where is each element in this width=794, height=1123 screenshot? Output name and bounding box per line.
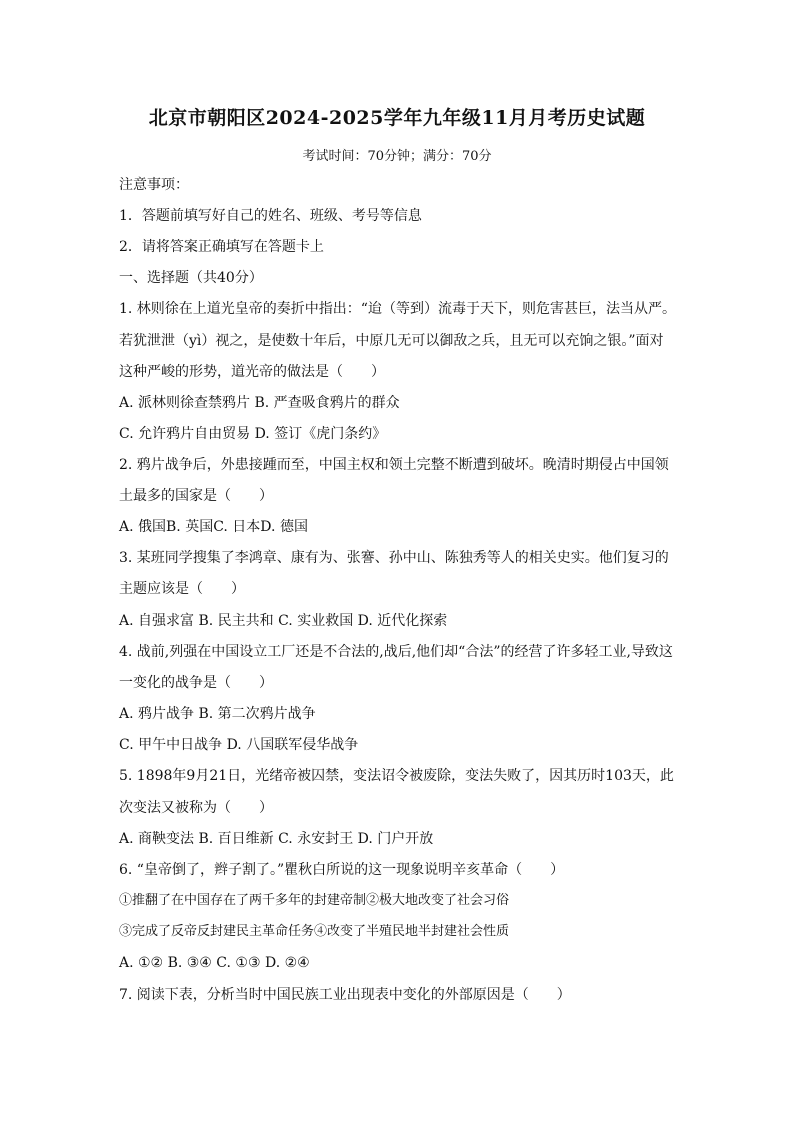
q6-text-line1: 6. “皇帝倒了，辫子割了。”瞿秋白所说的这一现象说明辛亥革命（ ）: [119, 862, 565, 878]
q4-options-line1: A. 鸦片战争 B. 第二次鸦片战争: [119, 706, 316, 722]
q6-options-line1: A. ①② B. ③④ C. ①③ D. ②④: [119, 955, 310, 971]
q6-statement-line1: ①推翻了在中国存在了两千多年的封建帝制②极大地改变了社会习俗: [119, 893, 510, 908]
note-item-2: 2．请将答案正确填写在答题卡上: [119, 239, 324, 255]
q5-options-line1: A. 商鞅变法 B. 百日维新 C. 永安封王 D. 门户开放: [119, 831, 434, 847]
q4-text-line2: 一变化的战争是（ ）: [119, 675, 273, 691]
q3-text-line2: 主题应该是（ ）: [119, 581, 245, 597]
section-heading: 一、选择题（共40分）: [119, 270, 263, 286]
q1-text-line3: 这种严峻的形势，道光帝的做法是（ ）: [119, 364, 385, 380]
exam-info: 考试时间：70分钟；满分：70分: [302, 149, 492, 164]
q1-text-line2: 若犹泄泄（yì）视之，是使数十年后，中原几无可以御敌之兵，且无可以充饷之银。”面对: [119, 333, 664, 349]
note-item-1: 1．答题前填写好自己的姓名、班级、考号等信息: [119, 208, 422, 224]
q3-options-line1: A. 自强求富 B. 民主共和 C. 实业救国 D. 近代化探索: [119, 613, 448, 629]
q2-text-line2: 土最多的国家是（ ）: [119, 488, 273, 504]
q5-text-line2: 次变法又被称为（ ）: [119, 800, 273, 816]
q2-options-line1: A. 俄国B. 英国C. 日本D. 德国: [119, 519, 308, 535]
page-title: 北京市朝阳区2024-2025学年九年级11月月考历史试题: [148, 107, 646, 129]
notes-heading: 注意事项：: [119, 177, 189, 193]
q1-options-line1: A. 派林则徐查禁鸦片 B. 严查吸食鸦片的群众: [119, 395, 400, 411]
q6-statement-line2: ③完成了反帝反封建民主革命任务④改变了半殖民地半封建社会性质: [119, 924, 510, 939]
q3-text-line1: 3. 某班同学搜集了李鸿章、康有为、张謇、孙中山、陈独秀等人的相关史实。他们复习的: [119, 550, 669, 566]
q4-text-line1: 4. 战前,列强在中国设立工厂还是不合法的,战后,他们却“合法”的经营了许多轻工业,导致这: [119, 644, 673, 660]
q1-options-line2: C. 允许鸦片自由贸易 D. 签订《虎门条约》: [119, 426, 387, 442]
q5-text-line1: 5. 1898年9月21日，光绪帝被囚禁，变法诏令被废除，变法失败了，因其历时103天，此: [119, 768, 674, 784]
q4-options-line2: C. 甲午中日战争 D. 八国联军侵华战争: [119, 737, 359, 753]
q2-text-line1: 2. 鸦片战争后，外患接踵而至，中国主权和领土完整不断遭到破坏。晚清时期侵占中国领: [119, 457, 669, 473]
q1-text-line1: 1. 林则徐在上道光皇帝的奏折中指出：“迨（等到）流毒于天下，则危害甚巨，法当从严。: [119, 301, 676, 317]
q7-text-line1: 7. 阅读下表，分析当时中国民族工业出现表中变化的外部原因是（ ）: [119, 987, 571, 1003]
